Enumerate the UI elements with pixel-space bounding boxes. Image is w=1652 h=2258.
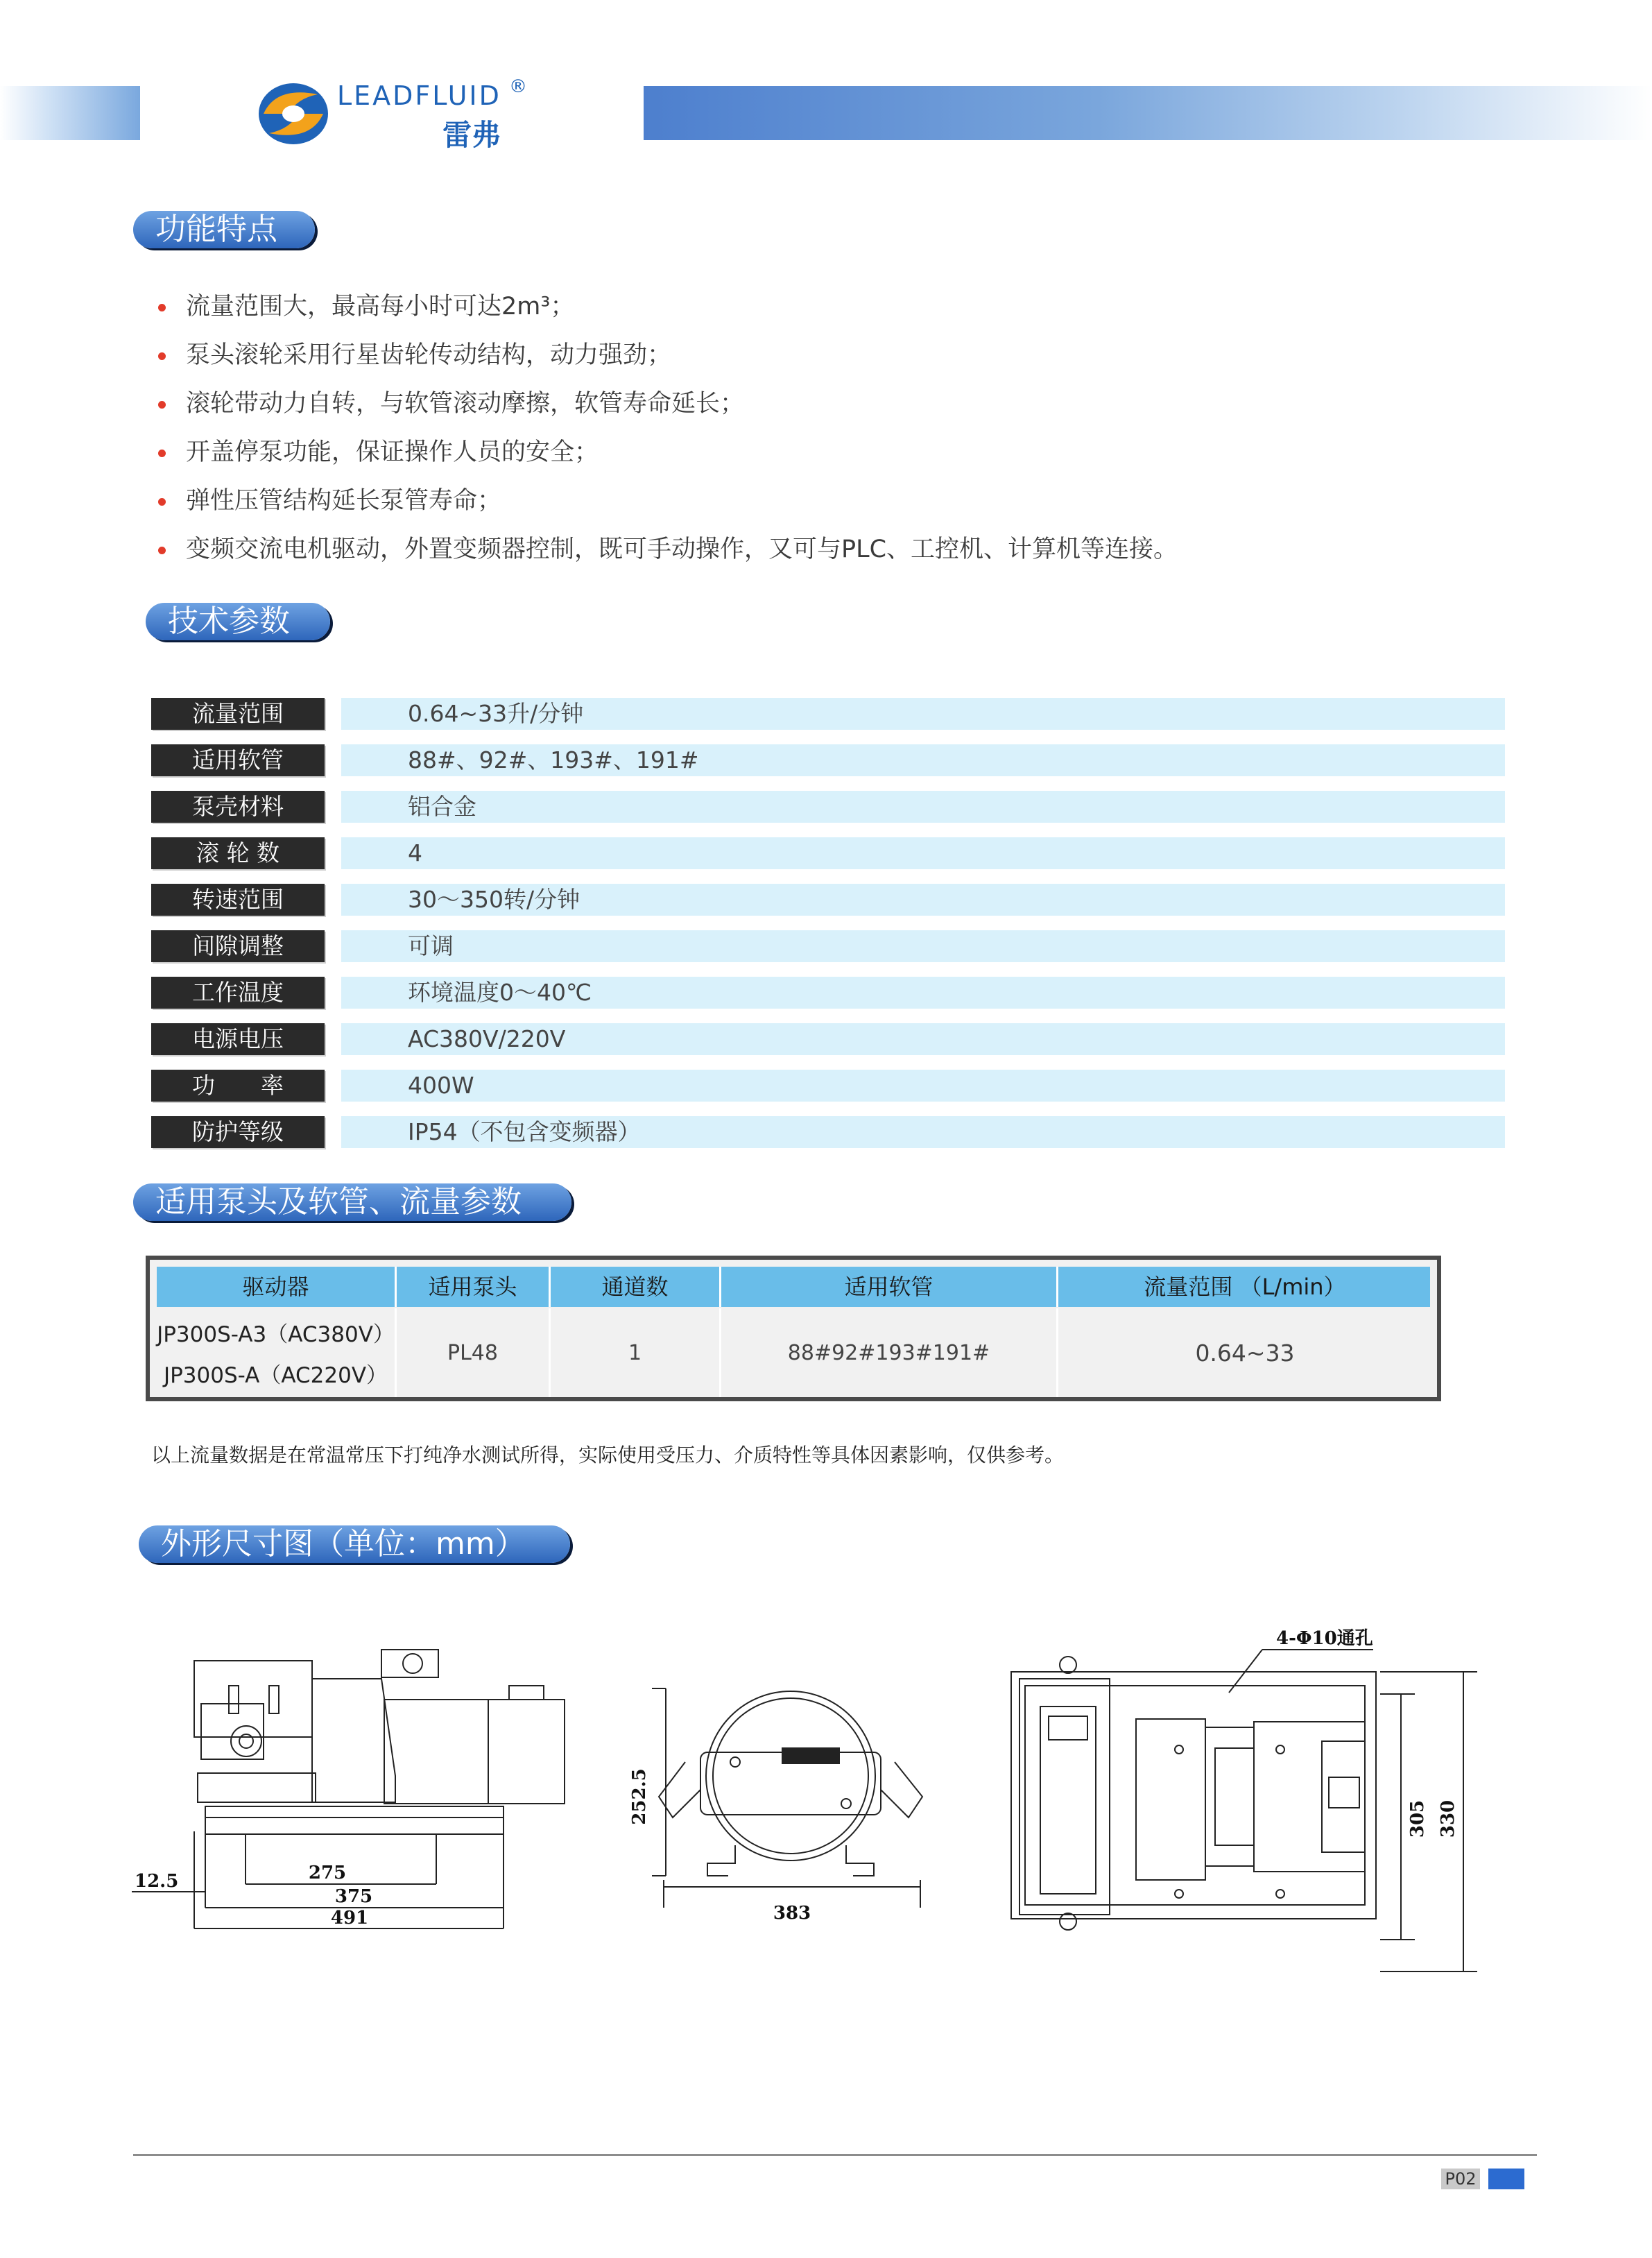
spec-row <box>151 744 1505 776</box>
front-view-dimensions <box>629 1768 811 1924</box>
spec-value: 4 <box>341 837 1505 869</box>
flow-table-row <box>157 1308 1430 1397</box>
spec-label: 间隙调整 <box>151 930 325 962</box>
driver-cell <box>157 1308 397 1397</box>
brand-registered: ® <box>509 76 527 97</box>
section-title-flow: 适用泵头及软管、流量参数 <box>133 1183 571 1221</box>
spec-label: 工作温度 <box>151 977 325 1009</box>
spec-row <box>151 791 1505 823</box>
header-gradient-left <box>0 86 140 140</box>
spec-label: 防护等级 <box>151 1116 325 1148</box>
feature-item: 开盖停泵功能，保证操作人员的安全； <box>154 431 1472 480</box>
front-view-drawing <box>652 1688 922 1908</box>
channels-cell: 1 <box>551 1308 721 1397</box>
header-cell: 适用软管 <box>721 1267 1058 1307</box>
brand-name-cn: 雷弗 <box>442 118 501 152</box>
spec-value: 30～350转/分钟 <box>341 884 1505 916</box>
header-gradient-right <box>644 86 1652 140</box>
spec-row <box>151 930 1505 962</box>
page-number-accent <box>1488 2169 1524 2189</box>
spec-row <box>151 1023 1505 1055</box>
spec-value: 88#、92#、193#、191# <box>341 744 1505 776</box>
header-cell: 适用泵头 <box>397 1267 551 1307</box>
spec-label: 电源电压 <box>151 1023 325 1055</box>
header-cell: 流量范围 （L/min） <box>1144 1274 1346 1300</box>
dim-252-5: 252.5 <box>629 1768 650 1825</box>
spec-row <box>151 1116 1505 1148</box>
spec-label: 功 率 <box>151 1070 325 1102</box>
section-title-specs: 技术参数 <box>146 603 330 640</box>
driver-model: JP300S-A（AC220V） <box>163 1363 388 1388</box>
dim-12-5: 12.5 <box>135 1871 179 1892</box>
brand-name: LEADFLUID <box>337 80 501 111</box>
top-view-dimensions <box>1276 1628 1459 1838</box>
pump-head-cell: PL48 <box>397 1308 551 1397</box>
spec-value: IP54（不包含变频器） <box>341 1116 1505 1148</box>
flow-table-header <box>157 1267 1430 1307</box>
spec-row <box>151 698 1505 730</box>
driver-model: JP300S-A3（AC380V） <box>157 1322 395 1347</box>
spec-row <box>151 977 1505 1009</box>
spec-label: 泵壳材料 <box>151 791 325 823</box>
spec-value: 环境温度0～40℃ <box>341 977 1505 1009</box>
spec-row <box>151 837 1505 869</box>
spec-label: 转速范围 <box>151 884 325 916</box>
dim-491: 491 <box>330 1908 369 1928</box>
dim-holes: 4-Φ10通孔 <box>1276 1628 1373 1649</box>
section-title-dimensions: 外形尺寸图（单位：mm） <box>139 1525 570 1563</box>
dim-383: 383 <box>773 1903 811 1924</box>
section-title-features: 功能特点 <box>133 211 315 248</box>
spec-value: 0.64~33升/分钟 <box>341 698 1505 730</box>
header-cell: 通道数 <box>551 1267 721 1307</box>
dimension-drawings <box>125 1616 1512 1998</box>
dim-305: 305 <box>1407 1799 1428 1838</box>
spec-label: 流量范围 <box>151 698 325 730</box>
spec-row <box>151 884 1505 916</box>
page-number: P02 <box>1441 2169 1480 2189</box>
header-cell: 驱动器 <box>157 1267 397 1307</box>
feature-list <box>154 286 1472 577</box>
spec-value: 400W <box>341 1070 1505 1102</box>
flow-note: 以上流量数据是在常温常压下打纯净水测试所得，实际使用受压力、介质特性等具体因素影响，仅供参考。 <box>151 1444 1065 1466</box>
feature-item: 变频交流电机驱动，外置变频器控制，既可手动操作，又可与PLC、工控机、计算机等连接。 <box>154 529 1472 577</box>
side-view-dimensions <box>135 1863 372 1928</box>
flow-cell: 0.64~33 <box>1195 1339 1295 1367</box>
logo-mark-icon <box>255 79 332 148</box>
feature-item: 流量范围大，最高每小时可达2m³； <box>154 286 1472 334</box>
spec-value: AC380V/220V <box>341 1023 1505 1055</box>
dim-275: 275 <box>308 1863 347 1883</box>
dim-375: 375 <box>334 1886 373 1907</box>
feature-item: 弹性压管结构延长泵管寿命； <box>154 480 1472 529</box>
footer-divider <box>133 2154 1537 2156</box>
spec-label: 适用软管 <box>151 744 325 776</box>
feature-item: 滚轮带动力自转，与软管滚动摩擦，软管寿命延长； <box>154 383 1472 431</box>
dim-330: 330 <box>1438 1799 1459 1838</box>
spec-value: 铝合金 <box>341 791 1505 823</box>
flow-table <box>146 1256 1441 1401</box>
feature-item: 泵头滚轮采用行星齿轮传动结构，动力强劲； <box>154 334 1472 383</box>
spec-label: 滚 轮 数 <box>151 837 325 869</box>
spec-row <box>151 1070 1505 1102</box>
spec-value: 可调 <box>341 930 1505 962</box>
brand-logo <box>255 76 533 153</box>
tubing-cell: 88#92#193#191# <box>721 1308 1058 1397</box>
